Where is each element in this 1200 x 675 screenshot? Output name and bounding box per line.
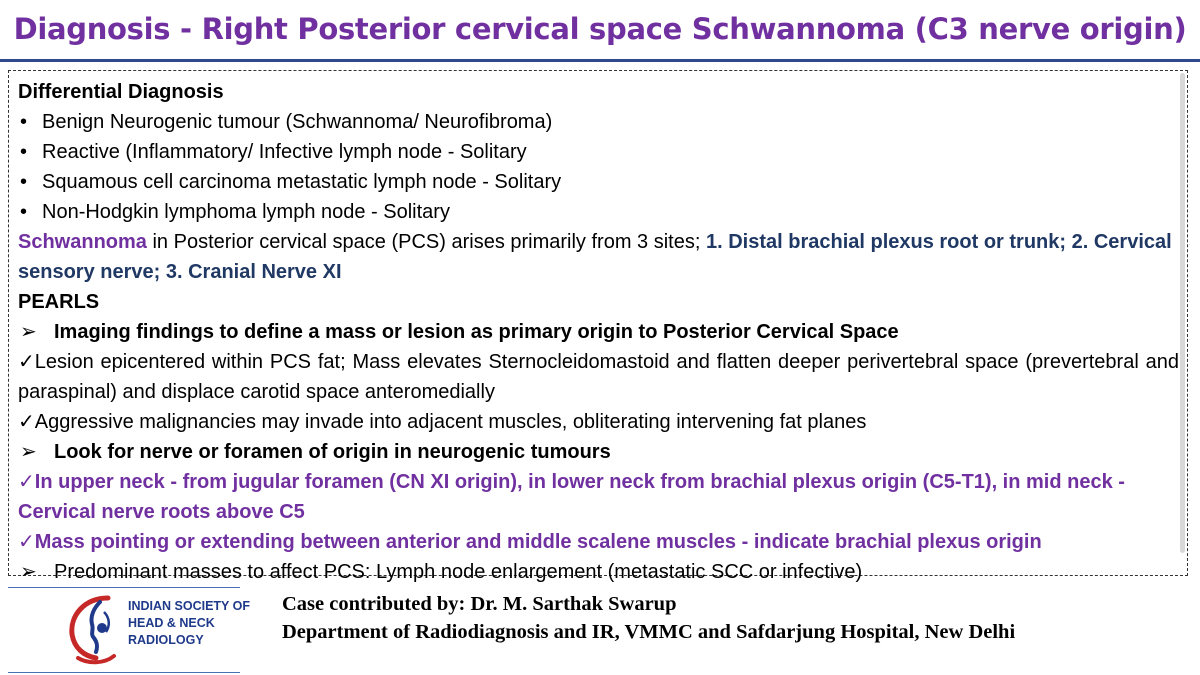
arrow-bullet-icon: ➢ <box>20 321 37 343</box>
schwannoma-text: in Posterior cervical space (PCS) arises primarily from 3 sites; <box>146 231 706 253</box>
pearl-heading-text: Imaging findings to define a mass or lesion as primary origin to Posterior Cervical Space <box>54 321 899 343</box>
logo-divider-bottom <box>8 672 240 673</box>
pearl-check-text: Lesion epicentered within PCS fat; Mass elevates Sternocleidomastoid and flatten deeper perivertebral space (prevertebral and paraspinal) and displace carotid space anteromedially <box>18 351 1179 403</box>
society-logo <box>8 588 251 670</box>
ddx-item-text: Reactive (Inflammatory/ Infective lymph node - Solitary <box>42 141 527 163</box>
pearl-check-item <box>18 347 1179 407</box>
bullet-icon: • <box>20 141 28 163</box>
pearl-check-item <box>18 467 1179 527</box>
schwannoma-paragraph <box>18 227 1179 287</box>
pearl-check-text: Mass pointing or extending between anterior and middle scalene muscles - indicate brachial plexus origin <box>34 531 1042 553</box>
ddx-heading: Differential Diagnosis <box>18 81 224 103</box>
pearl-item-text: Predominant masses to affect PCS: Lymph node enlargement (metastatic SCC or infective) <box>54 561 863 583</box>
pearl-check-item <box>18 527 1179 557</box>
schwannoma-word: Schwannoma <box>18 231 147 253</box>
case-credit <box>282 590 1192 646</box>
slide-title: Diagnosis - Right Posterior cervical space Schwannoma (C3 nerve origin) <box>13 12 1187 46</box>
pearl-check-item <box>18 407 1179 437</box>
ddx-item-text: Benign Neurogenic tumour (Schwannoma/ Neurofibroma) <box>42 111 553 133</box>
checkmark-icon: ✓ <box>18 471 35 493</box>
content-box <box>8 70 1188 583</box>
checkmark-icon: ✓ <box>18 531 35 553</box>
ddx-item <box>18 137 1179 167</box>
schwannoma-sites: 1. Distal brachial plexus root or trunk; 2. Cervical sensory nerve; 3. Cranial Nerve XI <box>18 231 1172 283</box>
bullet-icon: • <box>20 171 28 193</box>
ddx-item-text: Non-Hodgkin lymphoma lymph node - Solitary <box>42 201 450 223</box>
scrollbar[interactable] <box>1180 73 1185 553</box>
logo-line: INDIAN SOCIETY OF <box>128 599 251 613</box>
logo-line: HEAD & NECK <box>128 616 215 630</box>
pearl-heading <box>18 317 1179 347</box>
pearl-heading-text: Look for nerve or foramen of origin in neurogenic tumours <box>54 441 611 463</box>
title-divider <box>0 59 1200 62</box>
logo-text <box>128 598 251 649</box>
credit-contributor: Case contributed by: Dr. M. Sarthak Swarup <box>282 593 677 615</box>
bullet-icon: • <box>20 201 28 223</box>
checkmark-icon: ✓ <box>18 351 35 373</box>
ddx-item <box>18 107 1179 137</box>
pearl-check-text: In upper neck - from jugular foramen (CN XI origin), in lower neck from brachial plexus origin (C5-T1), in mid neck - Cervical nerve roots above C5 <box>18 471 1125 523</box>
pearl-check-text: Aggressive malignancies may invade into adjacent muscles, obliterating intervening fat planes <box>34 411 867 433</box>
ddx-item <box>18 197 1179 227</box>
head-neck-logo-icon <box>64 592 126 666</box>
ddx-item-text: Squamous cell carcinoma metastatic lymph node - Solitary <box>42 171 562 193</box>
pearl-heading <box>18 437 1179 467</box>
arrow-bullet-icon: ➢ <box>20 561 37 583</box>
arrow-bullet-icon: ➢ <box>20 441 37 463</box>
ddx-item <box>18 167 1179 197</box>
checkmark-icon: ✓ <box>18 411 35 433</box>
pearls-heading: PEARLS <box>18 291 100 313</box>
credit-department: Department of Radiodiagnosis and IR, VMMC and Safdarjung Hospital, New Delhi <box>282 621 1016 643</box>
pearl-item <box>18 557 1179 587</box>
logo-line: RADIOLOGY <box>128 633 204 647</box>
bullet-icon: • <box>20 111 28 133</box>
